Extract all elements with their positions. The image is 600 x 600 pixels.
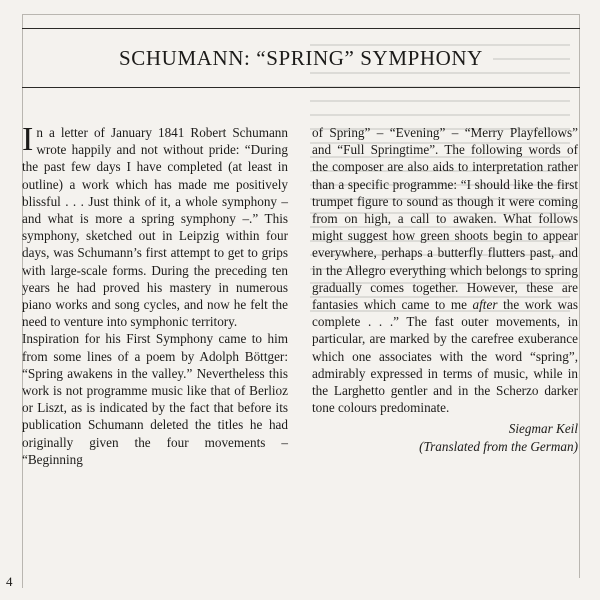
paragraph-movements-text-a: of Spring” – “Evening” – “Merry Playfellows” and “Full Springtime”. The following words of the composer are also aids to interpretation rather than a specific programme: “I should like the first trumpet figure to sound as though it were coming from on high, a call to awaken. What follows might suggest how green shoots begin to appear everywhere, perhaps a butterfly flutters past, and in the Allegro everything which belongs to spring gradually comes together. However, these are fantasies which came to me — [312, 125, 578, 313]
title-rule-top — [22, 28, 580, 29]
page-border-right — [579, 14, 580, 578]
page-border-top — [22, 14, 580, 15]
paragraph-letter-text: n a letter of January 1841 Robert Schumann wrote happily and not without pride: “During the past few days I have completed (at least in outline) a work which has made me positively blissful . . . Just think of it, a whole symphony – and what is more a spring symphony –.” This symphony, sketched out in Leipzig within four days, was Schumann’s first attempt to get to grips with large-scale forms. During the preceding ten years he had proved his mastery in numerous piano works and song cycles, and now he felt the need to venture into symphonic territory. — [22, 125, 288, 330]
author-signature: Siegmar Keil — [508, 421, 578, 437]
page-title: SCHUMANN: “SPRING” SYMPHONY — [109, 46, 493, 71]
paragraph-inspiration: Inspiration for his First Symphony came to him from some lines of a poem by Adolph Böttger: “Spring awakens in the valley.” Nevertheless this work is not programme music like that of Berlioz or Liszt, as is indicated by the fact that before its publication Schumann deleted the titles he had originally given the four movements – “Beginning — [22, 331, 288, 467]
title-rule-bottom — [22, 87, 580, 88]
paragraph-letter — [22, 121, 288, 330]
translation-note: (Translated from the German) — [419, 438, 578, 454]
paragraph-movements — [312, 124, 578, 416]
paragraph-movements-text-b: the work was complete . . .” The fast outer movements, in particular, are marked by the carefree exuberance which one associates with the word “spring”, admirably expressed in terms of music, while in the Larghetto gentler and in the Scherzo darker tone colours predominate. — [312, 297, 578, 416]
signature-block — [312, 420, 578, 454]
title-band — [22, 28, 580, 88]
left-text-column — [22, 121, 288, 468]
right-text-column — [312, 124, 578, 455]
emphasis-after: after — [472, 297, 498, 313]
drop-cap: I — [22, 121, 34, 158]
page-number: 4 — [6, 574, 13, 589]
